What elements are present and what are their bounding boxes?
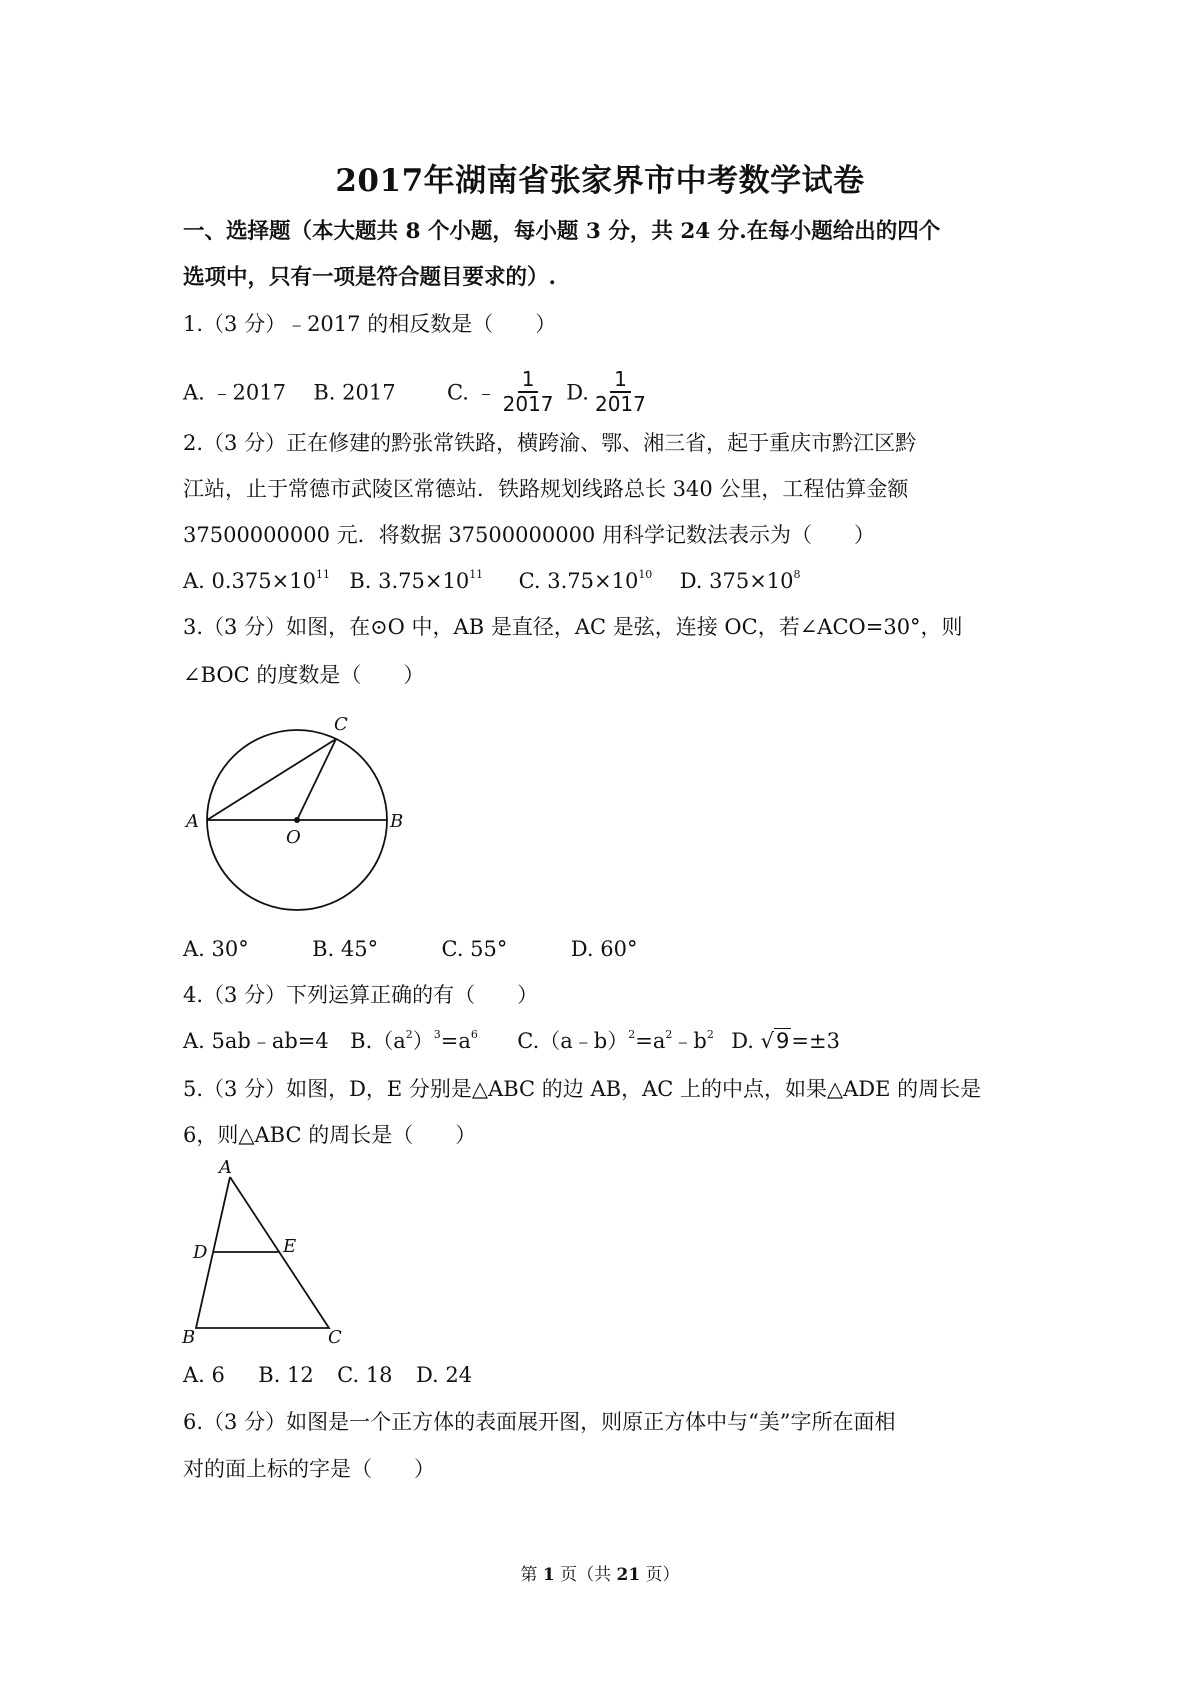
fraction-numerator: 1 (610, 368, 631, 393)
q5-option-d: D. 24 (415, 1363, 473, 1387)
footer-prefix: 第 (520, 1565, 543, 1585)
q1-option-d-fraction (591, 368, 650, 416)
label-e: E (283, 1236, 297, 1257)
q4-option-d (731, 1029, 840, 1053)
question-4-options (183, 1026, 840, 1056)
page-title: 2017年湖南省张家界市中考数学试卷 (335, 163, 865, 199)
q5-option-a: A. 6 (183, 1363, 225, 1387)
page-footer (0, 1560, 1200, 1585)
fraction-numerator: 1 (518, 368, 539, 393)
q4-c-exp: 2 (665, 1028, 673, 1041)
question-5-options (183, 1360, 472, 1390)
q2-option-d-base: D. 375×10 (679, 569, 794, 593)
q3-option-b: B. 45° (312, 937, 379, 961)
q4-c-part: C.（a﹣b） (517, 1029, 629, 1053)
q4-c-exp: 2 (628, 1028, 636, 1041)
triangle-diagram (176, 1155, 356, 1345)
q1-option-a: A. ﹣2017 (183, 380, 286, 405)
section-heading-line-2: 选项中，只有一项是符合题目要求的）. (183, 265, 556, 290)
question-2-options (183, 566, 801, 596)
question-2-line-3: 37500000000 元．将数据 37500000000 用科学记数法表示为（ ） (183, 523, 875, 547)
q4-c-exp: 2 (706, 1028, 714, 1041)
q4-b-part: =a (440, 1029, 471, 1053)
question-1-options (183, 367, 652, 418)
question-2-line-1: 2.（3 分）正在修建的黔张常铁路，横跨渝、鄂、湘三省，起于重庆市黔江区黔 (183, 431, 917, 455)
label-a: A (219, 1157, 232, 1178)
current-page-number: 1 (542, 1565, 555, 1585)
fraction-denominator: 2017 (594, 392, 646, 416)
label-a: A (186, 811, 199, 832)
total-page-count: 21 (616, 1565, 641, 1585)
radicand: 9 (776, 1029, 790, 1053)
q4-d-part: =±3 (791, 1029, 840, 1053)
q2-option-d-exponent: 8 (793, 568, 801, 581)
circle-diagram (176, 705, 416, 940)
question-2-line-2: 江站，止于常德市武陵区常德站．铁路规划线路总长 340 公里，工程估算金额 (183, 477, 909, 501)
q5-option-b: B. 12 (258, 1363, 314, 1387)
question-3-line-1: 3.（3 分）如图，在⊙O 中，AB 是直径，AC 是弦，连接 OC，若∠ACO=30°，则 (183, 615, 963, 639)
q3-option-a: A. 30° (183, 937, 249, 961)
label-c: C (334, 714, 348, 735)
q4-b-exp: 6 (470, 1028, 478, 1041)
q4-b-exp: 2 (405, 1028, 413, 1041)
fraction-denominator: 2017 (502, 392, 554, 416)
question-5-line-1: 5.（3 分）如图，D，E 分别是△ABC 的边 AB，AC 上的中点，如果△ADE 的周长是 (183, 1077, 982, 1101)
q4-c-part: ﹣b (672, 1029, 707, 1053)
question-4-stem: 4.（3 分）下列运算正确的有（ ） (183, 983, 539, 1007)
question-5-line-2: 6，则△ABC 的周长是（ ） (183, 1123, 477, 1147)
q4-b-exp: 3 (433, 1028, 441, 1041)
label-o: O (286, 827, 301, 848)
q1-option-b: B. 2017 (313, 380, 396, 405)
question-6-line-2: 对的面上标的字是（ ） (183, 1457, 435, 1481)
q2-option-a-base: A. 0.375×10 (183, 569, 316, 593)
q2-option-b (349, 569, 483, 593)
square-root-icon: √9 (760, 1029, 790, 1053)
footer-suffix: 页） (640, 1565, 680, 1585)
q4-option-b (350, 1029, 478, 1053)
q3-option-c: C. 55° (441, 937, 508, 961)
center-point (294, 817, 300, 823)
q2-option-a-exponent: 11 (315, 568, 330, 581)
q1-option-c-label: C. ﹣ (446, 380, 497, 405)
q4-b-part: B.（a (350, 1029, 406, 1053)
q2-option-c-exponent: 10 (638, 568, 653, 581)
q2-option-a (183, 569, 330, 593)
q4-option-c (517, 1029, 714, 1053)
question-3-options (183, 934, 637, 964)
q1-option-d-label: D. (566, 380, 589, 405)
q2-option-b-exponent: 11 (469, 568, 484, 581)
label-c: C (328, 1327, 342, 1345)
q2-option-d (680, 569, 801, 593)
footer-mid: 页（共 (554, 1565, 617, 1585)
question-3-line-2: ∠BOC 的度数是（ ） (183, 663, 425, 687)
q1-option-c-fraction (499, 368, 558, 416)
label-d: D (193, 1242, 208, 1263)
q4-option-a: A. 5ab﹣ab=4 (183, 1029, 329, 1053)
label-b: B (390, 811, 404, 832)
q2-option-b-base: B. 3.75×10 (349, 569, 470, 593)
q4-d-part: D. (731, 1029, 754, 1053)
q2-option-c-base: C. 3.75×10 (518, 569, 639, 593)
q4-c-part: =a (635, 1029, 666, 1053)
q4-b-part: ） (412, 1029, 434, 1053)
q2-option-c (519, 569, 653, 593)
question-6-line-1: 6.（3 分）如图是一个正方体的表面展开图，则原正方体中与“美”字所在面相 (183, 1410, 896, 1434)
label-b: B (182, 1327, 196, 1345)
q3-option-d: D. 60° (570, 937, 638, 961)
q5-option-c: C. 18 (337, 1363, 393, 1387)
question-1-stem: 1.（3 分）﹣2017 的相反数是（ ） (183, 312, 557, 336)
section-heading-line-1: 一、选择题（本大题共 8 个小题，每小题 3 分，共 24 分.在每小题给出的四个 (183, 219, 941, 244)
